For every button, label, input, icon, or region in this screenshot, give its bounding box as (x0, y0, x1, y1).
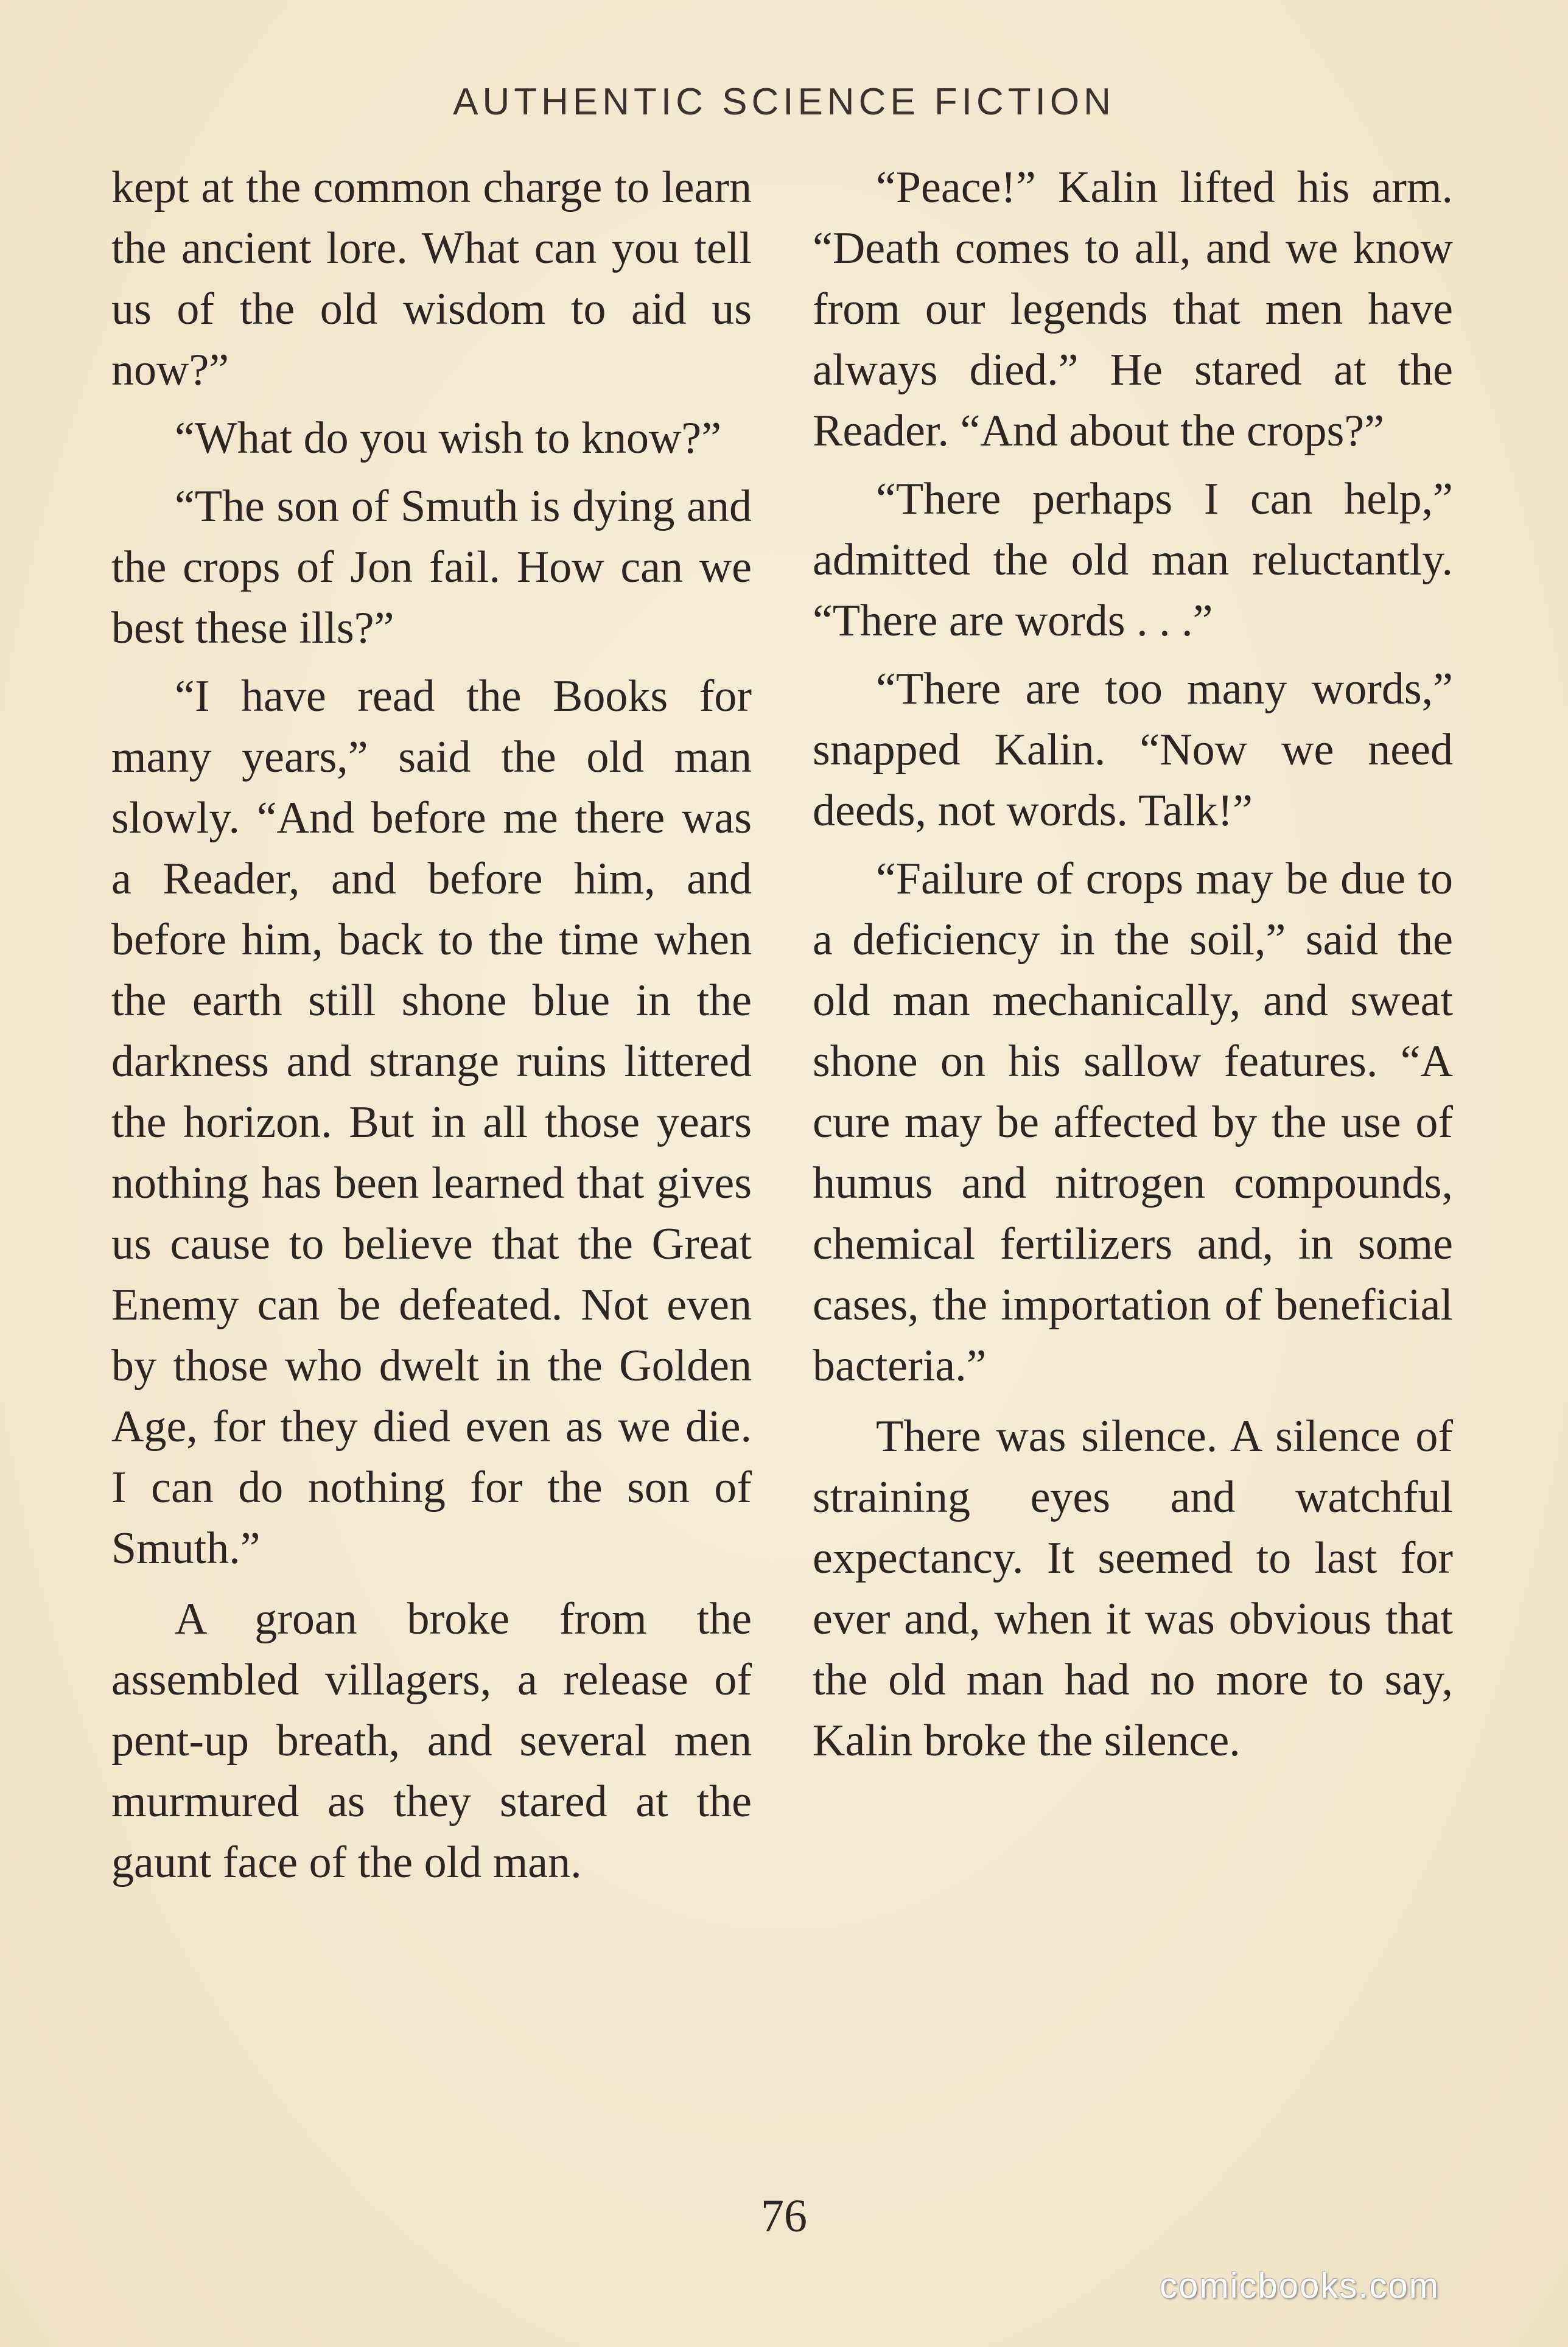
page-number: 76 (761, 2191, 807, 2242)
paragraph: A groan broke from the assembled villagers, a release of pent-up breath, and several men murmured as they stared at the gaunt face of the old man. (111, 1594, 752, 1887)
paragraph: “What do you wish to know?” (175, 413, 722, 463)
paragraph: kept at the common charge to learn the ancient lore. What can you tell us of the old wisdom to aid us now?” (111, 163, 752, 395)
paragraph: “Failure of crops may be due to a deficiency in the soil,” said the old man mechanically, and sweat shone on his sallow features. “A cure may be affected by the use of humus and nitrogen compounds, chemical fertilizers and, in some cases, the importation of beneficial bacteria.” (813, 854, 1453, 1391)
running-header: AUTHENTIC SCIENCE FICTION (453, 81, 1115, 123)
paragraph: “There are too many words,” snapped Kalin. “Now we need deeds, not words. Talk!” (813, 664, 1453, 836)
paragraph: “There perhaps I can help,” admitted the old man reluctantly. “There are words . . .” (813, 474, 1453, 646)
left-column (111, 157, 752, 1900)
paragraph: “The son of Smuth is dying and the crops of Jon fail. How can we best these ills?” (111, 481, 752, 653)
right-column (813, 157, 1453, 1779)
paragraph: There was silence. A silence of straining eyes and watchful expectancy. It seemed to last for ever and, when it was obvious that the old man had no more to say, Kalin broke the silence. (813, 1411, 1453, 1766)
paragraph: “I have read the Books for many years,” said the old man slowly. “And before me there was a Reader, and before him, and before him, back to the time when the earth still shone blue in the darkness and strange ruins littered the horizon. But in all those years nothing has been learned that gives us cause to believe that the Great Enemy can be defeated. Not even by those who dwelt in the Golden Age, for they died even as we die. I can do nothing for the son of Smuth.” (111, 671, 752, 1573)
paragraph: “Peace!” Kalin lifted his arm. “Death comes to all, and we know from our legends that men have always died.” He stared at the Reader. “And about the crops?” (813, 163, 1453, 456)
watermark: comicbooks.com (1160, 2266, 1440, 2306)
